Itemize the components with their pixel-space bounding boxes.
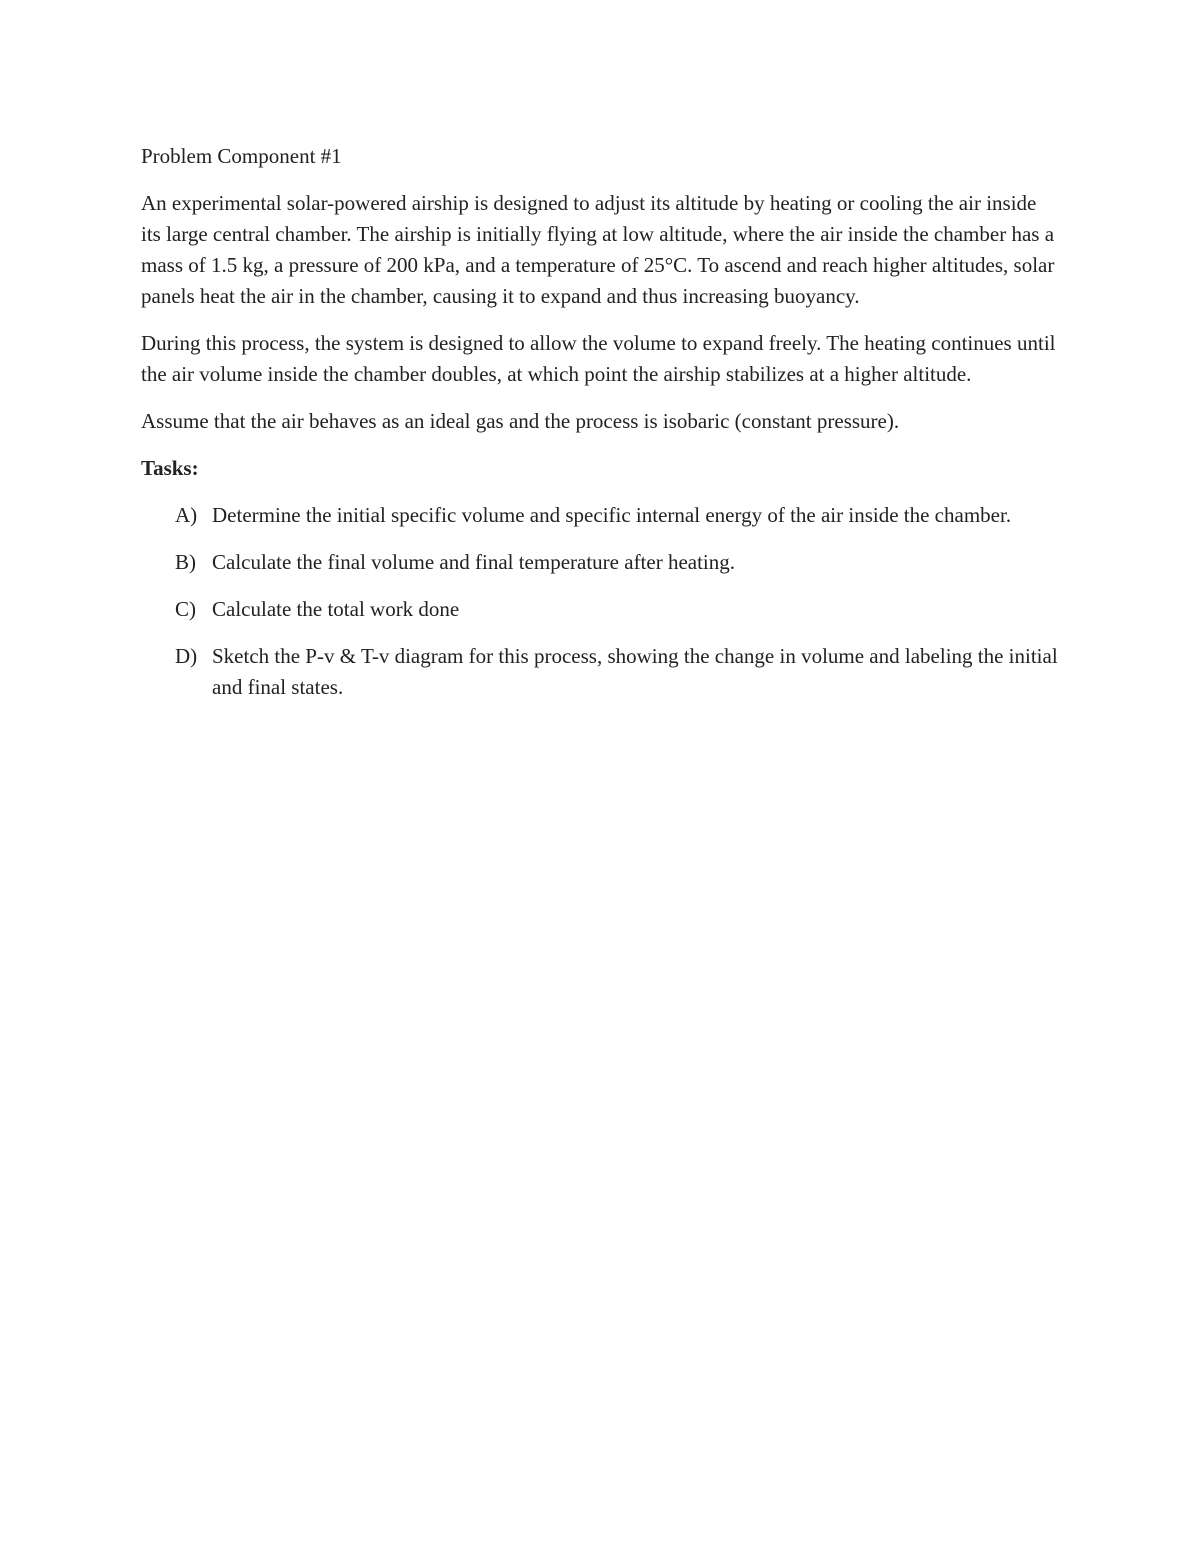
problem-heading: Problem Component #1 [141,144,342,168]
task-text: Calculate the total work done [212,597,460,621]
task-marker: C) [175,597,196,621]
task-text: Calculate the final volume and final temperature after heating. [212,550,736,574]
paragraph-assumption: Assume that the air behaves as an ideal gas and the process is isobaric (constant pressure). [141,409,900,433]
task-list [141,500,1061,703]
task-marker: D) [175,644,198,668]
tasks-heading: Tasks: [141,456,199,480]
paragraph-process: During this process, the system is designed to allow the volume to expand freely. The heating continues until the air volume inside the chamber doubles, at which point the airship stabilizes at a higher altitude. [141,331,1056,386]
task-text: Sketch the P-v & T-v diagram for this process, showing the change in volume and labeling the initial and final states. [212,644,1058,699]
task-text: Determine the initial specific volume and specific internal energy of the air inside the chamber. [212,503,1012,527]
document-page [141,141,1061,719]
paragraph-intro: An experimental solar-powered airship is designed to adjust its altitude by heating or cooling the air inside its large central chamber. The airship is initially flying at low altitude, where the air inside the chamber has a mass of 1.5 kg, a pressure of 200 kPa, and a temperature of 25°C. To ascend and reach higher altitudes, solar panels heat the air in the chamber, causing it to expand and thus increasing buoyancy. [141,191,1055,308]
task-item-d [141,641,1061,703]
task-item-a [141,500,1061,531]
task-item-b [141,547,1061,578]
task-marker: A) [175,503,198,527]
task-item-c [141,594,1061,625]
task-marker: B) [175,550,196,574]
